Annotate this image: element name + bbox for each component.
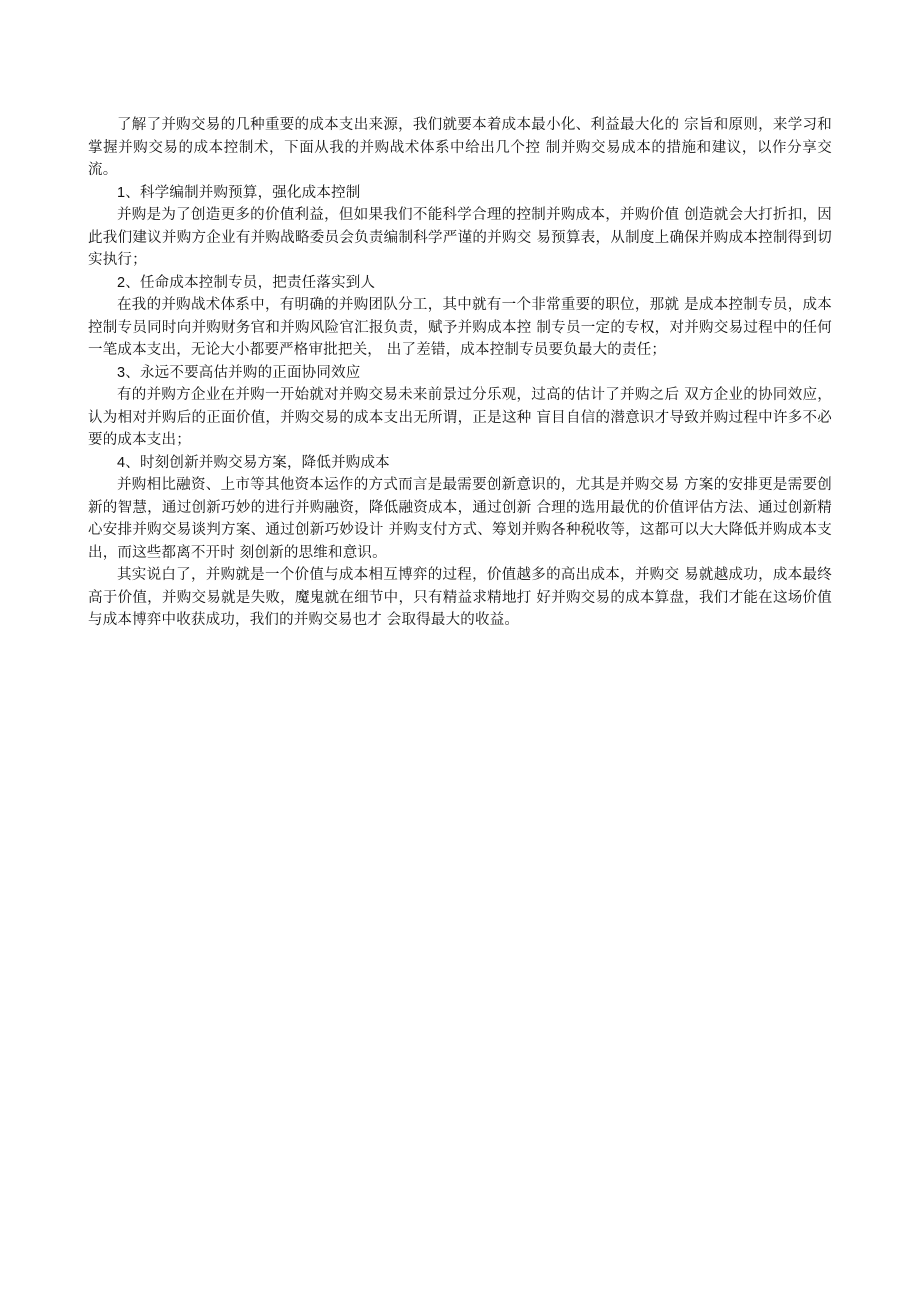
section-heading-2: [88, 272, 832, 295]
section-body-2: 在我的并购战术体系中，有明确的并购团队分工，其中就有一个非常重要的职位，那就 是成本控制专员，成本控制专员同时向并购财务官和并购风险官汇报负责，赋予并购成本控 制专员一定的专权，对并购交易过程中的任何一笔成本支出，无论大小都要严格审批把关， 出了差错，成本控制专员要负最大的责任；: [88, 297, 832, 358]
section-title-3: 、永远不要高估并购的正面协同效应: [125, 364, 361, 381]
section-number-1: 1: [117, 184, 126, 201]
section-heading-1: [88, 182, 832, 205]
section-heading-4: [88, 452, 832, 475]
section-number-2: 2: [117, 274, 126, 291]
section-number-4: 4: [117, 454, 126, 471]
conclusion-paragraph: 其实说白了，并购就是一个价值与成本相互博弈的过程，价值越多的高出成本，并购交 易就越成功，成本最终高于价值，并购交易就是失败，魔鬼就在细节中，只有精益求精地打 好并购交易的成本算盘，我们才能在这场价值与成本博弈中收获成功，我们的并购交易也才 会取得最大的收益。: [88, 567, 832, 628]
section-body-1: 并购是为了创造更多的价值利益，但如果我们不能科学合理的控制并购成本，并购价值 创造就会大打折扣，因此我们建议并购方企业有并购战略委员会负责编制科学严谨的并购交 易预算表，从制度上确保并购成本控制得到切实执行；: [88, 207, 832, 268]
section-number-3: 3: [117, 364, 126, 381]
intro-paragraph: 了解了并购交易的几种重要的成本支出来源，我们就要本着成本最小化、利益最大化的 宗旨和原则，来学习和掌握并购交易的成本控制术，下面从我的并购战术体系中给出几个控 制并购交易成本的措施和建议，以作分享交流。: [88, 117, 832, 178]
section-body-4: 并购相比融资、上市等其他资本运作的方式而言是最需要创新意识的，尤其是并购交易 方案的安排更是需要创新的智慧，通过创新巧妙的进行并购融资，降低融资成本，通过创新 合理的选用最优的价值评估方法、通过创新精心安排并购交易谈判方案、通过创新巧妙设计 并购支付方式、筹划并购各种税收等，这都可以大大降低并购成本支出，而这些都离不开时 刻创新的思维和意识。: [88, 477, 832, 561]
section-title-2: 、任命成本控制专员，把责任落实到人: [125, 274, 376, 291]
section-title-4: 、时刻创新并购交易方案，降低并购成本: [125, 454, 390, 471]
document-page: [88, 114, 832, 632]
section-title-1: 、科学编制并购预算，强化成本控制: [125, 184, 361, 201]
section-heading-3: [88, 362, 832, 385]
section-body-3: 有的并购方企业在并购一开始就对并购交易未来前景过分乐观，过高的估计了并购之后 双方企业的协同效应，认为相对并购后的正面价值，并购交易的成本支出无所谓，正是这种 盲目自信的潜意识才导致并购过程中许多不必要的成本支出；: [88, 387, 832, 448]
